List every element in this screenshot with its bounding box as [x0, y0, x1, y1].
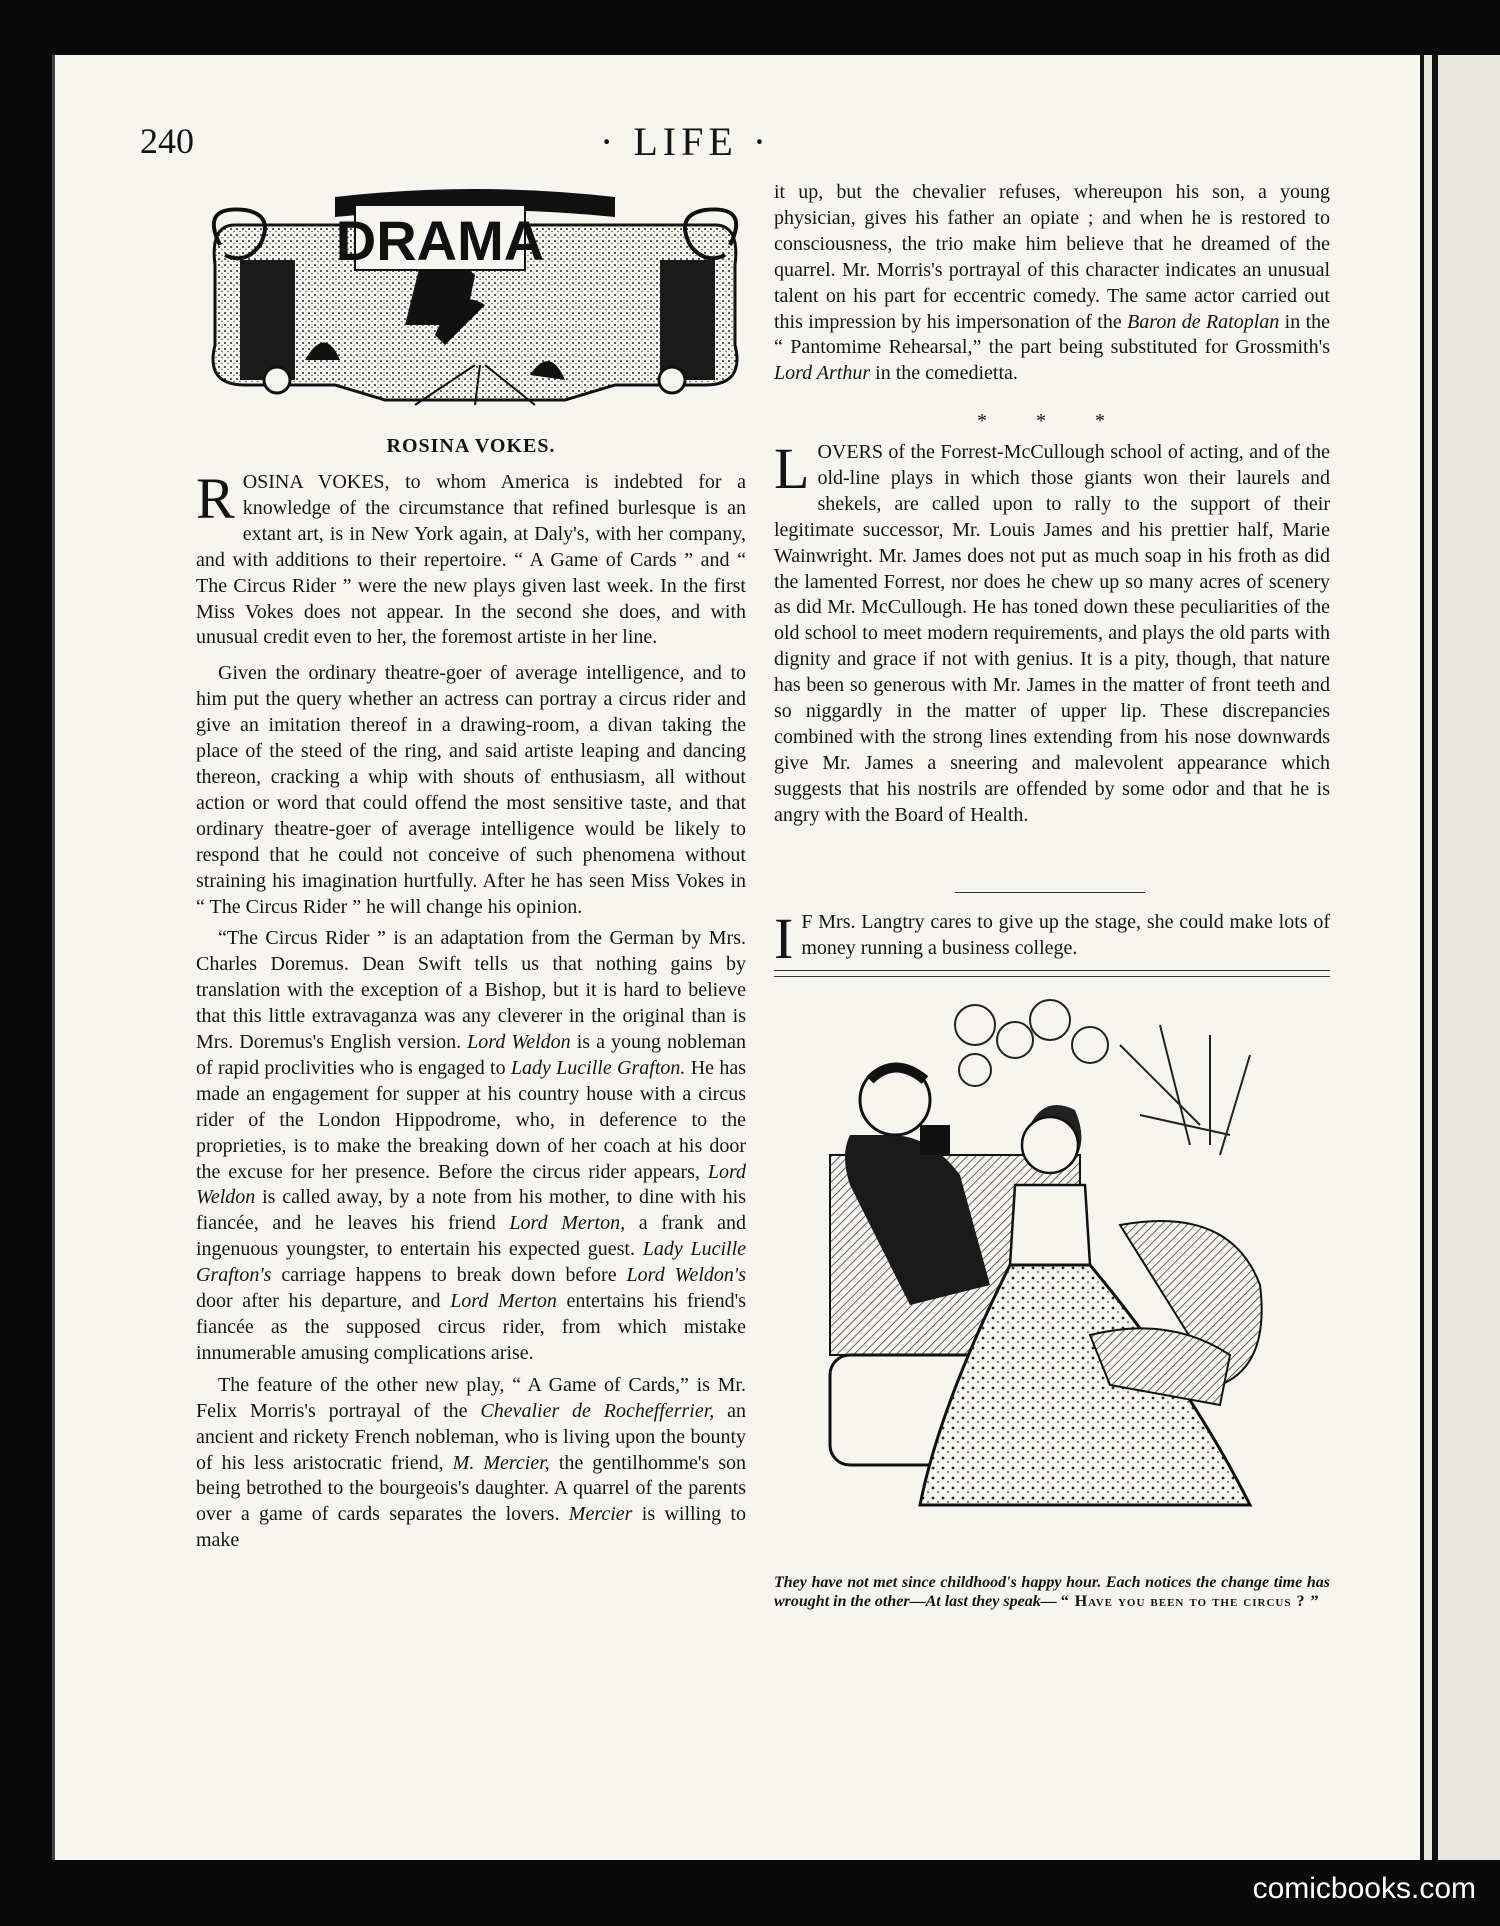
watermark: comicbooks.com	[1252, 1872, 1476, 1905]
drop-cap-i: I	[774, 906, 794, 971]
cartoon-caption	[774, 1573, 1330, 1611]
paragraph-continued: it up, but the chevalier refuses, whereupon his son, a young physician, gives his father an opiate ; and when he is restored to consciousness, the trio make him believe that he dreamed of the quarrel. Mr. Morris's portrayal of this character indicates an unusual talent on his part for eccentric comedy. The same actor carried out this impression by his impersonation of the Baron de Ratoplan in the “ Pantomime Rehearsal,” the part being substituted for Grossmith's Lord Arthur in the comedietta.	[774, 181, 1330, 385]
paragraph-2: Given the ordinary theatre-goer of average intelligence, and to him put the query whether an actress can portray a circus rider and give an imitation thereof in a drawing-room, a divan taking the place of the steed of the ring, and said artiste leaping and dancing thereon, cracking a whip with shouts of enthusiasm, all without action or word that could offend the most sensitive taste, and that ordinary theatre-goer of average intelligence would be likely to respond that he could not conceive of such phenomena without straining his imagination hurtfully. After he has seen Miss Vokes in “ The Circus Rider ” he will change his opinion.	[196, 662, 746, 918]
right-column-continuation	[774, 180, 1330, 387]
paragraph-1: ROSINA VOKES, to whom America is indebted for a knowledge of the circumstance that refined burlesque is an extant art, is in New York again, at Daly's, with her company, and with additions to their repertoire. “ A Game of Cards ” and “ The Circus Rider ” were the new plays given last week. In the first Miss Vokes does not appear. In the second she does, and with unusual credit even to her, the foremost artiste in her line.	[196, 466, 746, 649]
divider-rule	[955, 892, 1145, 893]
caption-punchline: “ Have you been to the circus ? ”	[1060, 1593, 1320, 1610]
paragraph-4: The feature of the other new play, “ A Game of Cards,” is Mr. Felix Morris's portrayal of the Chevalier de Rochefferrier, an ancient and rickety French nobleman, who is living upon the bounty of his less aristocratic friend, M. Mercier, the gentilhomme's son being betrothed to the bourgeois's daughter. A quarrel of the parents over a game of cards separates the lovers. Mercier is willing to make	[196, 1373, 746, 1552]
drama-title: DRAMA	[335, 209, 545, 272]
facing-page-edge	[1420, 55, 1500, 1860]
cartoon-illustration	[790, 985, 1310, 1545]
caption-text: They have not met since childhood's happy hour. Each notices the change time has wrought in the other—At last they speak—	[774, 1574, 1330, 1610]
drop-cap-r: R	[196, 466, 235, 531]
drama-banner-illustration	[205, 185, 745, 410]
section-separator: * * *	[977, 410, 1127, 432]
article-langtry: I F Mrs. Langtry cares to give up the stage, she could make lots of money running a business college.	[774, 906, 1330, 971]
headline-rosina-vokes: ROSINA VOKES.	[386, 435, 556, 457]
masthead: · LIFE ·	[600, 119, 772, 164]
article-louis-james: LOVERS of the Forrest-McCullough school of acting, and of the old-line plays in which those giants won their laurels and shekels, are called upon to rally to the support of their legitimate successor, Mr. Louis James and his prettier half, Marie Wainwright. Mr. James does not put as much soap in his froth as did the lamented Forrest, nor does he chew up so many acres of scenery as did Mr. McCullough. He has toned down these peculiarities of the old school to meet modern requirements, and plays the old parts with dignity and grace if not with genius. It is a pity, though, that nature has been so generous with Mr. James in the matter of front teeth and so niggardly in the matter of upper lip. These discrepancies combined with the strong lines extending from his nose downwards give Mr. James a sneering and malevolent appearance which suggests that his nostrils are offended by some odor and that he is angry with the Board of Health.	[774, 436, 1330, 826]
drop-cap-l: L	[774, 436, 810, 501]
left-column	[196, 466, 747, 1554]
paragraph-3: “The Circus Rider ” is an adaptation from the German by Mrs. Charles Doremus. Dean Swift tells us that nothing gains by translation with the exception of a Bishop, but it is hard to believe that this little extravaganza was any cleverer in the original than is Mrs. Doremus's English version. Lord Weldon is a young nobleman of rapid proclivities who is engaged to Lady Lucille Grafton. He has made an engagement for supper at his country house with a circus rider of the London Hippodrome, who, in deference to the proprieties, is to make the breaking down of her coach at his door the excuse for her presence. Before the circus rider appears, Lord Weldon is called away, by a note from his mother, to dine with his fiancée, and he leaves his friend Lord Merton, a frank and ingenuous youngster, to entertain his expected guest. Lady Lucille Grafton's carriage happens to break down before Lord Weldon's door after his departure, and Lord Merton entertains his friend's fiancée as the supposed circus rider, from which mistake innumerable amusing complications arise.	[196, 927, 747, 1364]
page-number: 240	[140, 121, 194, 161]
double-rule	[774, 970, 1330, 977]
